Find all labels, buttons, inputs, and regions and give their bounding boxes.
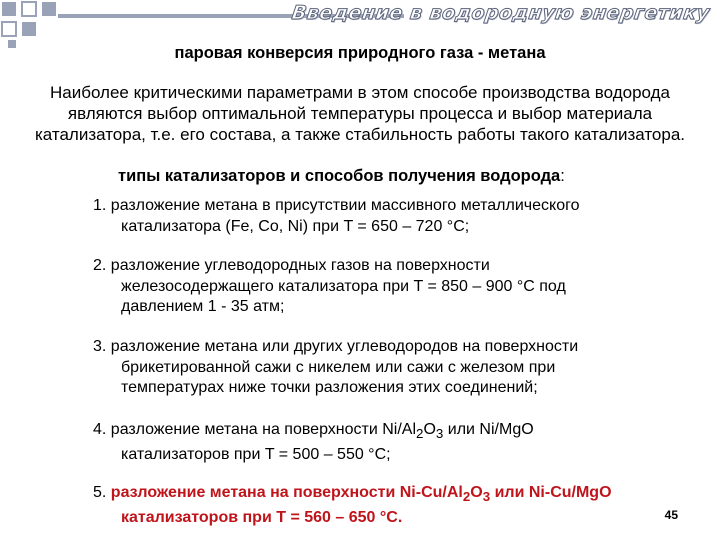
item-text-part: или Ni/MgO (443, 421, 534, 438)
item-text-part: O (423, 421, 436, 438)
list-item (93, 196, 579, 237)
item-number: 5. (93, 484, 107, 501)
item-text (110, 421, 534, 442)
item-text: катализаторов при T = 560 – 650 °C. (121, 508, 403, 526)
intro-line: Наиболее критическими параметрами в этом способе производства водорода (50, 83, 670, 102)
intro-line: являются выбор оптимальной температуры процесса и выбор материала (67, 104, 653, 123)
item-text: разложение углеводородных газов на поверхности (110, 257, 490, 274)
item-text: катализаторов при T = 500 – 550 °C; (121, 445, 391, 463)
types-heading-text: типы катализаторов и способов получения водорода (118, 167, 561, 185)
item-number: 1. (93, 197, 107, 214)
item-number: 3. (93, 338, 107, 355)
list-item-highlighted (93, 483, 612, 528)
item-text: температурах ниже точки разложения этих соединений; (121, 379, 538, 396)
list-item (93, 337, 578, 399)
item-number: 4. (93, 421, 107, 438)
slide-subtitle: паровая конверсия природного газа - метана (174, 44, 546, 62)
page-number: 45 (664, 508, 678, 522)
subscript: 3 (435, 426, 444, 442)
decorative-squares (0, 0, 60, 48)
item-text: давлением 1 - 35 атм; (121, 298, 285, 315)
item-text: брикетированной сажи с никелем или сажи с железом при (121, 358, 556, 376)
item-text (110, 484, 612, 505)
item-text: катализатора (Fe, Co, Ni) при T = 650 – 720 °C; (121, 217, 470, 235)
intro-line: катализатора, т.е. его состава, а также стабильность работы такого катализатора. (34, 125, 686, 144)
item-text-part: разложение метана на поверхности Ni-Cu/Al (110, 484, 463, 501)
types-heading-colon: : (560, 167, 565, 185)
item-text: разложение метана в присутствии массивного металлического (110, 197, 580, 214)
subscript: 2 (462, 489, 471, 505)
intro-paragraph (8, 82, 712, 145)
item-text-part: разложение метана на поверхности Ni/Al (110, 421, 417, 438)
subscript: 2 (416, 426, 424, 442)
types-heading (118, 167, 565, 186)
item-text-part: O (470, 484, 483, 501)
list-item (93, 256, 566, 318)
list-item (93, 420, 534, 465)
item-text: разложение метана или других углеводородов на поверхности (110, 338, 579, 355)
item-text: железосодержащего катализатора при T = 850 – 900 °C под (121, 277, 566, 295)
item-text-part: или Ni-Cu/MgO (490, 484, 612, 501)
subscript: 3 (482, 489, 491, 505)
slide-header-title: Введение в водородную энергетику (290, 2, 712, 24)
item-number: 2. (93, 257, 107, 274)
